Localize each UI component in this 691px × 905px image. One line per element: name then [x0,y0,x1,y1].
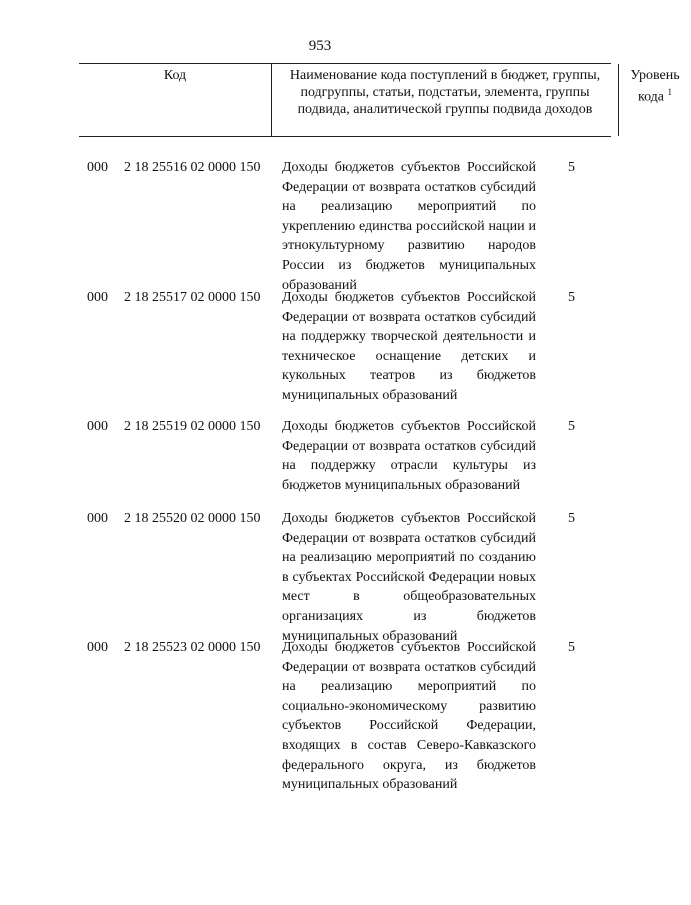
admin-code: 000 [87,511,108,526]
income-description: Доходы бюджетов субъектов Российской Федерации от возврата остатков субсидий на поддержку отрасли культуры из бюджетов муниципальных образований [282,419,536,493]
income-code: 2 18 25520 02 0000 150 [124,511,261,526]
code-level: 5 [568,160,575,175]
income-code: 2 18 25516 02 0000 150 [124,160,261,175]
code-level: 5 [568,419,575,434]
income-description: Доходы бюджетов субъектов Российской Федерации от возврата остатков субсидий на поддержку творческой деятельности и техническое оснащение детских и кукольных театров из бюджетов муниципальных образований [282,290,536,403]
code-level: 5 [568,640,575,655]
header-code: Код [79,64,272,136]
page-number: 953 [308,38,332,54]
income-description: Доходы бюджетов субъектов Российской Федерации от возврата остатков субсидий на реализацию мероприятий по укреплению единства российской нации и этнокультурному развитию народов России из бюджетов муниципальных образований [282,160,536,293]
income-description: Доходы бюджетов субъектов Российской Федерации от возврата остатков субсидий на реализацию мероприятий по социально-экономическому развитию субъектов Российской Федерации, входящих в состав Северо-Кавказского федерального округа, из бюджетов муниципальных образований [282,640,536,793]
header-level [619,64,691,136]
table-header [79,63,680,137]
income-description: Доходы бюджетов субъектов Российской Федерации от возврата остатков субсидий на реализацию мероприятий по созданию в субъектах Российской Федерации новых мест в общеобразовательных организациях из бюджетов муниципальных образований [282,511,536,644]
code-level: 5 [568,511,575,526]
admin-code: 000 [87,419,108,434]
admin-code: 000 [87,160,108,175]
income-code: 2 18 25519 02 0000 150 [124,419,261,434]
header-level-footnote: 1 [667,87,673,97]
admin-code: 000 [87,640,108,655]
header-name: Наименование кода поступлений в бюджет, группы, подгруппы, статьи, подстатьи, элемента, группы подвида, аналитической группы подвида доходов [272,64,619,136]
code-level: 5 [568,290,575,305]
income-code: 2 18 25523 02 0000 150 [124,640,261,655]
income-code: 2 18 25517 02 0000 150 [124,290,261,305]
header-level-label: Уровень кода [630,68,680,105]
admin-code: 000 [87,290,108,305]
